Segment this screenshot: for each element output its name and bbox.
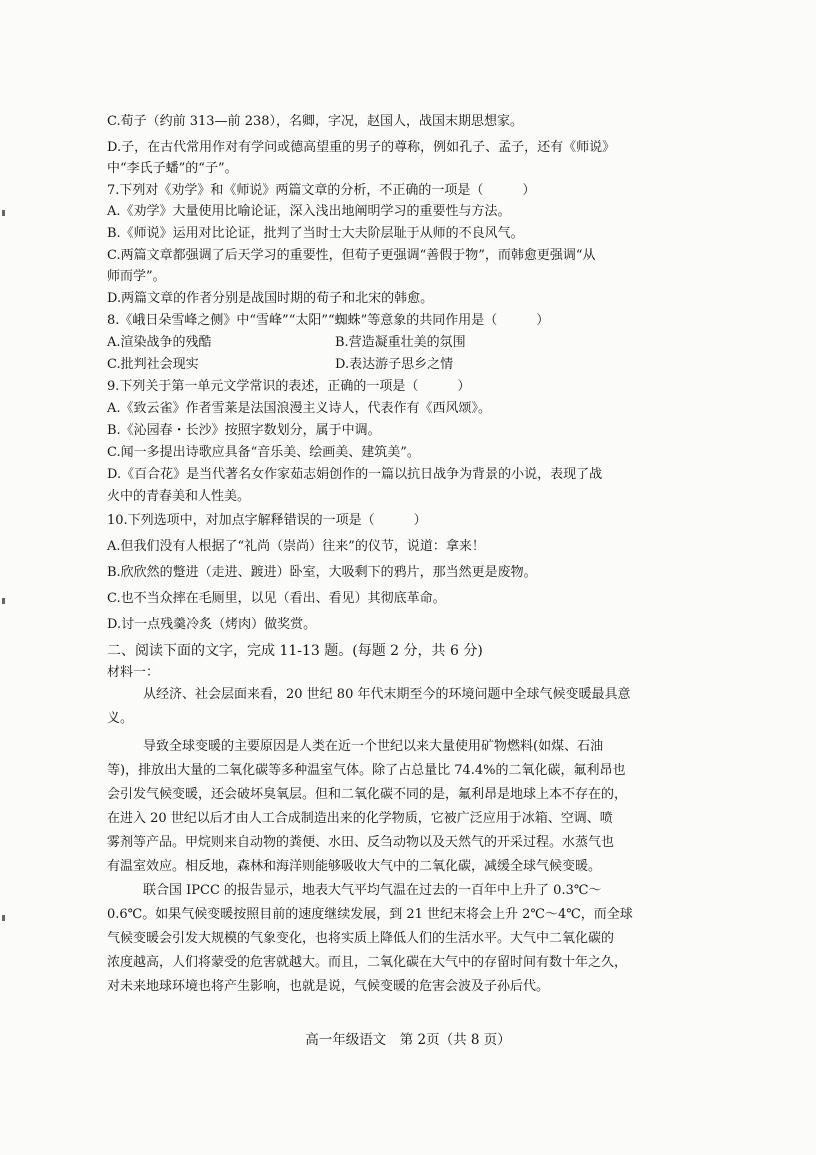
question-10-option-a: A.但我们没有人根据了“礼尚（崇尚）往来”的仪节，说道：拿来！ bbox=[107, 539, 485, 554]
option-d: D.子，在古代常用作对有学问或德高望重的男子的尊称，例如孔子、孟子，还有《师说》 bbox=[107, 140, 616, 155]
option-d-continued: 中“李氏子蟠”的“子”。 bbox=[107, 161, 238, 176]
question-7-stem: 7.下列对《劝学》和《师说》两篇文章的分析，不正确的一项是（ ） bbox=[107, 183, 536, 198]
question-9-option-a: A.《致云雀》作者雪莱是法国浪漫主义诗人，代表作有《西风颂》。 bbox=[107, 401, 492, 416]
question-7-option-b: B.《师说》运用对比论证，批判了当时士大夫阶层耻于从师的不良风气。 bbox=[107, 226, 524, 241]
question-9-option-c: C.闻一多提出诗歌应具备“音乐美、绘画美、建筑美”。 bbox=[107, 445, 420, 460]
margin-mark bbox=[2, 210, 5, 216]
question-7-option-d: D.两篇文章的作者分别是战国时期的荀子和北宋的韩愈。 bbox=[107, 291, 434, 306]
question-8-options-row2 bbox=[107, 355, 707, 375]
passage-line: 0.6℃。如果气候变暖按照目前的速度继续发展，到 21 世纪末将会上升 2℃～4℃，而全球 bbox=[107, 907, 633, 922]
question-10-option-c: C.也不当众摔在毛厕里，以见（看出、看见）其彻底革命。 bbox=[107, 591, 446, 606]
question-7-option-c-continued: 师而学”。 bbox=[107, 269, 166, 284]
question-8-option-a: A.渲染战争的残酷 bbox=[107, 335, 212, 350]
question-8-option-b: B.营造凝重壮美的氛围 bbox=[335, 335, 466, 350]
passage-line: 气候变暖会引发大规模的气象变化，也将实质上降低人们的生活水平。大气中二氧化碳的 bbox=[107, 931, 615, 946]
question-8-stem: 8.《峨日朵雪峰之侧》中“雪峰”“太阳”“蜘蛛”等意象的共同作用是（ ） bbox=[107, 313, 550, 328]
passage-line: 有温室效应。相反地，森林和海洋则能够吸收大气中的二氧化碳，减缓全球气候变暖。 bbox=[107, 859, 602, 874]
passage-line: 雾剂等产品。甲烷则来自动物的粪便、水田、反刍动物以及天然气的开采过程。水蒸气也 bbox=[107, 835, 615, 850]
question-8-options-row1 bbox=[107, 333, 707, 353]
passage-line: 在进入 20 世纪以后才由人工合成制造出来的化学物质，它被广泛应用于冰箱、空调、喷 bbox=[107, 811, 613, 826]
question-9-option-d: D.《百合花》是当代著名女作家茹志娟创作的一篇以抗日战争为背景的小说，表现了战 bbox=[107, 467, 603, 482]
material-1-label: 材料一： bbox=[107, 665, 160, 680]
option-c: C.荀子（约前 313—前 238），名卿，字况，赵国人，战国末期思想家。 bbox=[107, 114, 524, 129]
question-8-option-d: D.表达游子思乡之情 bbox=[335, 357, 454, 372]
passage-line: 会引发气候变暖，还会破坏臭氧层。但和二氧化碳不同的是，氟利昂是地球上本不存在的， bbox=[107, 787, 628, 802]
page-footer: 高一年级语文 第 2页（共 8 页） bbox=[305, 1032, 511, 1048]
question-8-option-c: C.批判社会现实 bbox=[107, 357, 199, 372]
question-9-option-b: B.《沁园春・长沙》按照字数划分，属于中调。 bbox=[107, 423, 381, 438]
question-9-option-d-continued: 火中的青春美和人性美。 bbox=[107, 489, 251, 504]
passage-line: 从经济、社会层面来看，20 世纪 80 年代末期至今的环境问题中全球气候变暖最具意 bbox=[143, 687, 631, 702]
passage-line: 义。 bbox=[107, 711, 134, 726]
passage-line: 浓度越高，人们将蒙受的危害就越大。而且，二氧化碳在大气中的存留时间有数十年之久， bbox=[107, 955, 628, 970]
passage-line: 导致全球变暖的主要原因是人类在近一个世纪以来大量使用矿物燃料(如煤、石油 bbox=[143, 739, 604, 754]
question-7-option-c: C.两篇文章都强调了后天学习的重要性，但荀子更强调“善假于物”，而韩愈更强调“从 bbox=[107, 248, 596, 263]
question-7-option-a: A.《劝学》大量使用比喻论证，深入浅出地阐明学习的重要性与方法。 bbox=[107, 204, 511, 219]
passage-line: 联合国 IPCC 的报告显示，地表大气平均气温在过去的一百年中上升了 0.3℃～ bbox=[143, 883, 602, 898]
passage-line: 对未来地球环境也将产生影响，也就是说，气候变暖的危害会波及子孙后代。 bbox=[107, 979, 550, 994]
passage-line: 等)，排放出大量的二氧化碳等多种温室气体。除了占总量比 74.4%的二氧化碳，氟利昂也 bbox=[107, 763, 626, 778]
question-10-option-d: D.讨一点残羹冷炙（烤肉）做奖赏。 bbox=[107, 617, 317, 632]
margin-mark bbox=[2, 598, 5, 604]
question-10-stem: 10.下列选项中，对加点字解释错误的一项是（ ） bbox=[107, 513, 427, 528]
section-2-heading: 二、阅读下面的文字，完成 11-13 题。(每题 2 分，共 6 分) bbox=[107, 643, 483, 659]
question-9-stem: 9.下列关于第一单元文学常识的表述，正确的一项是（ ） bbox=[107, 379, 471, 394]
margin-mark bbox=[2, 915, 5, 921]
question-10-option-b: B.欣欣然的蹩进（走进、踱进）卧室，大吸剩下的鸦片，那当然更是废物。 bbox=[107, 565, 537, 580]
